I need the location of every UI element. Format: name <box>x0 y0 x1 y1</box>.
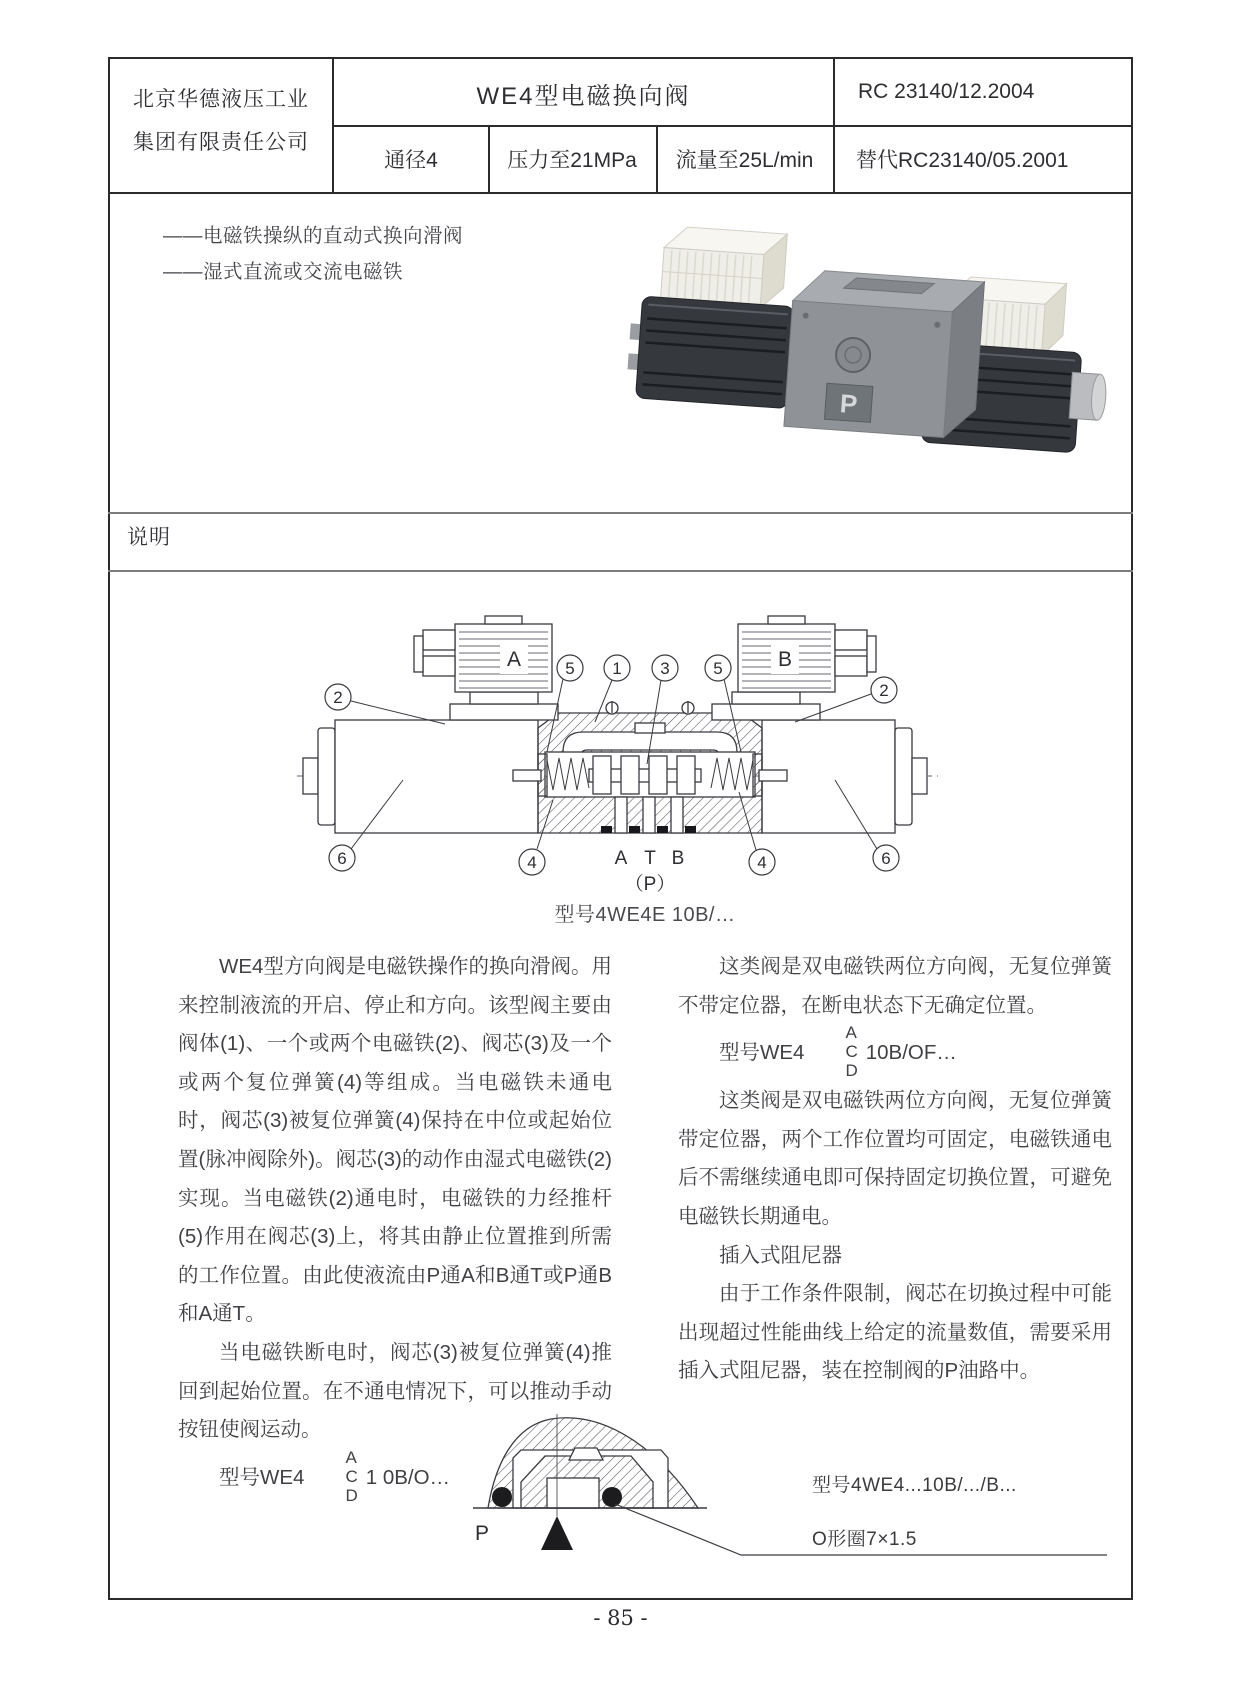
model-designation: 型号WE4 A C D 1 0B/O… <box>219 1447 451 1505</box>
company-line2: 集团有限责任公司 <box>133 131 309 154</box>
feature-bullet-1: ——电磁铁操纵的直动式换向滑阀 <box>163 225 464 247</box>
model-designation: 型号WE4 A C D 10B/OF… <box>719 1023 957 1081</box>
feature-bullet-2: ——湿式直流或交流电磁铁 <box>163 261 404 283</box>
port-b-label: B <box>671 848 685 869</box>
paragraph: 当电磁铁断电时，阀芯(3)被复位弹簧(4)推回到起始位置。在不通电情况下，可以推动手动按钮使阀运动。 <box>178 1340 612 1442</box>
damper-model-label: 型号4WE4...10B/.../B... <box>812 1475 1017 1496</box>
header-bottom-border <box>108 192 1133 194</box>
photo-solenoid-left <box>636 296 795 408</box>
model-letter-stack: A C D <box>845 1023 858 1081</box>
paragraph: WE4型方向阀是电磁铁操作的换向滑阀。用来控制液流的开启、停止和方向。该型阀主要由阀体(1)、一个或两个电磁铁(2)、阀芯(3)及一个或两个复位弹簧(4)等组成。当电磁铁未通电时，阀芯(3)被复位弹簧(4)保持在中位或起始位置(脉冲阀除外)。阀芯(3)的动作由湿式电磁铁(2)实现。当电磁铁(2)通电时，电磁铁的力经推杆(5)作用在阀芯(3)上，将其由静止位置推到所需的工作位置。由此使液流由P通A和B通T或P通B和A通T。 <box>178 955 612 1326</box>
page-number: - 85 - <box>593 1606 648 1630</box>
photo-connector-left <box>660 226 787 310</box>
model-letter-stack: A C D <box>345 1447 358 1505</box>
replaces-note: 替代RC23140/05.2001 <box>856 149 1069 172</box>
port-t-label: T <box>644 848 656 869</box>
valve-cross-section-diagram <box>295 572 940 904</box>
callout-4-left: 4 <box>527 853 537 872</box>
header-divider <box>332 125 1133 127</box>
oring-size-label: O形圈7×1.5 <box>812 1529 917 1550</box>
paragraph: 这类阀是双电磁铁两位方向阀，无复位弹簧不带定位器，在断电状态下无确定位置。 <box>678 955 1112 1017</box>
callout-3: 3 <box>660 659 670 678</box>
callout-6-right: 6 <box>881 849 891 868</box>
callout-1: 1 <box>612 659 622 678</box>
callout-6-left: 6 <box>337 849 347 868</box>
product-photo <box>628 222 1110 448</box>
paragraph: 由于工作条件限制，阀芯在切换过程中可能出现超过性能曲线上给定的流量数值，需要采用插入式阻尼器，装在控制阀的P油路中。 <box>678 1282 1112 1383</box>
paragraph: 插入式阻尼器 <box>719 1243 842 1267</box>
port-a-label: A <box>614 848 628 869</box>
section-divider <box>108 512 1133 514</box>
spec-diameter: 通径4 <box>384 149 438 172</box>
callout-2-right: 2 <box>879 681 889 700</box>
document-title: WE4型电磁换向阀 <box>476 83 691 110</box>
plug-a-label: A <box>506 648 522 671</box>
callout-4-right: 4 <box>757 853 767 872</box>
document-number: RC 23140/12.2004 <box>858 80 1035 103</box>
port-p-label: （P） <box>624 874 676 895</box>
section-title: 说明 <box>127 526 171 549</box>
flow-direction-arrow <box>541 1516 573 1550</box>
spec-flow: 流量至25L/min <box>675 149 814 172</box>
callout-2-left: 2 <box>333 688 343 707</box>
photo-valve-body <box>784 269 985 440</box>
callout-5-left: 5 <box>565 659 575 678</box>
damper-port-p-label: P <box>475 1522 490 1545</box>
paragraph: 这类阀是双电磁铁两位方向阀，无复位弹簧带定位器，两个工作位置均可固定，电磁铁通电后不需继续通电即可保持固定切换位置，可避免电磁铁长期通电。 <box>678 1089 1112 1228</box>
callout-5-right: 5 <box>713 659 723 678</box>
photo-logo: P <box>838 388 859 420</box>
body-column-right <box>678 948 1112 1391</box>
company-line1: 北京华德液压工业 <box>133 88 309 111</box>
company-name <box>108 78 334 164</box>
photo-end-nut <box>1069 372 1107 420</box>
plug-b-label: B <box>777 648 793 671</box>
spec-pressure: 压力至21MPa <box>507 149 637 172</box>
diagram-caption: 型号4WE4E 10B/… <box>554 904 736 926</box>
